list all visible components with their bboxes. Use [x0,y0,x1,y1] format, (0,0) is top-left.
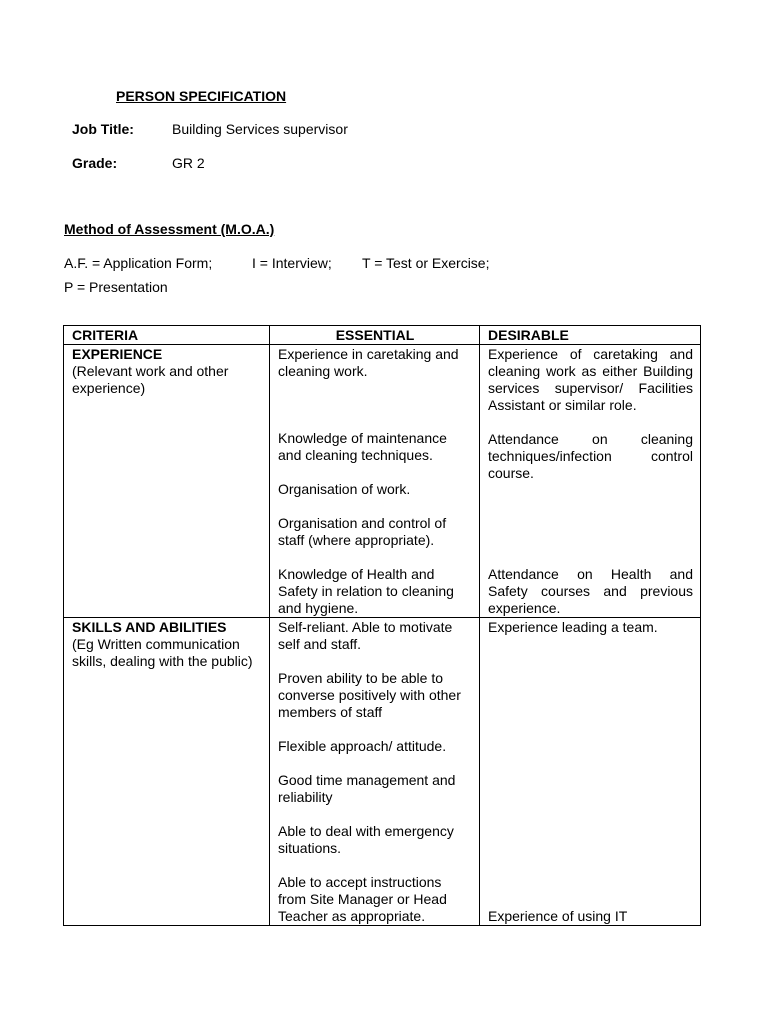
criteria-subtitle: (Relevant work and other experience) [72,363,229,396]
criteria-subtitle: (Eg Written communication skills, dealing with the public) [72,636,253,669]
header-desirable: DESIRABLE [480,326,701,345]
criteria-cell-skills [64,618,270,926]
desirable-item: Attendance on cleaning techniques/infection control course. [488,431,693,481]
essential-item: Experience in caretaking and cleaning work. [278,346,459,379]
essential-item: Knowledge of Health and Safety in relation to cleaning and hygiene. [278,566,454,616]
table-row [64,618,701,926]
desirable-item: Attendance on Health and Safety courses and previous experience. [488,566,693,616]
essential-item: Self-reliant. Able to motivate self and staff. [278,619,453,652]
essential-item: Organisation of work. [278,481,411,497]
essential-item: Able to accept instructions from Site Manager or Head Teacher as appropriate. [278,874,447,924]
job-title-label: Job Title: [72,121,134,137]
moa-test: T = Test or Exercise; [362,255,490,271]
grade-value: GR 2 [172,155,205,171]
criteria-title: EXPERIENCE [72,346,163,362]
desirable-item: Experience leading a team. [488,619,658,635]
desirable-cell-skills [480,618,701,926]
essential-cell-experience [270,345,480,618]
moa-title: Method of Assessment (M.O.A.) [64,221,275,237]
essential-item: Proven ability to be able to converse positively with other members of staff [278,670,461,720]
table-row [64,345,701,618]
moa-presentation: P = Presentation [64,279,168,295]
header-essential: ESSENTIAL [270,326,480,345]
essential-item: Able to deal with emergency situations. [278,823,454,856]
essential-item: Flexible approach/ attitude. [278,738,447,754]
essential-item: Organisation and control of staff (where appropriate). [278,515,447,548]
page-title: PERSON SPECIFICATION [116,88,287,104]
essential-item: Knowledge of maintenance and cleaning techniques. [278,430,447,463]
criteria-title: SKILLS AND ABILITIES [72,619,227,635]
desirable-item: Experience of using IT [488,908,628,924]
essential-item: Good time management and reliability [278,772,456,805]
header-criteria: CRITERIA [64,326,270,345]
table-header-row [64,326,701,345]
person-spec-table [63,325,701,926]
grade-label: Grade: [72,155,118,171]
moa-interview: I = Interview; [252,255,332,271]
desirable-cell-experience [480,345,701,618]
job-title-value: Building Services supervisor [172,121,348,137]
desirable-item: Experience of caretaking and cleaning work as either Building services supervisor/ Facilities Assistant or similar role. [488,346,693,413]
essential-cell-skills [270,618,480,926]
criteria-cell-experience [64,345,270,618]
moa-application-form: A.F. = Application Form; [64,255,213,271]
